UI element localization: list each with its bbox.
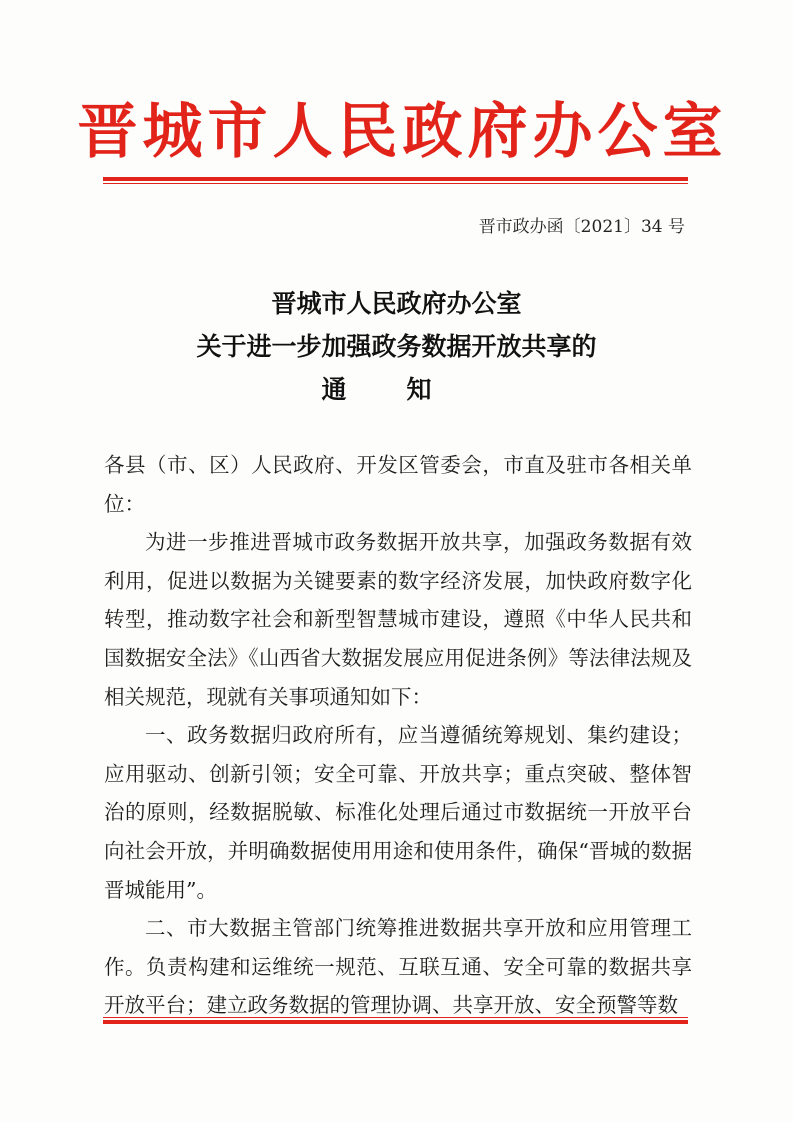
addressee: 各县（市、区）人民政府、开发区管委会，市直及驻市各相关单位： xyxy=(104,453,692,516)
header-red-rule xyxy=(103,177,688,184)
title-line-office: 晋城市人民政府办公室 xyxy=(271,289,522,318)
footer-red-rule-thick xyxy=(103,1020,688,1024)
document-body xyxy=(104,446,692,1025)
body-paragraph: 一、政务数据归政府所有，应当遵循统筹规划、集约建设；应用驱动、创新引领；安全可靠、开放共享；重点突破、整体智治的原则，经数据脱敏、标准化处理后通过市数据统一开放平台向社会开放，并明确数据使用用途和使用条件，确保“晋城的数据晋城能用”。 xyxy=(104,723,692,902)
header-red-rule-thick xyxy=(103,177,688,181)
document-number: 晋市政办函〔2021〕34 号 xyxy=(478,217,685,237)
body-paragraph: 二、市大数据主管部门统筹推进数据共享开放和应用管理工作。负责构建和运维统一规范、互联互通、安全可靠的数据共享开放平台；建立政务数据的管理协调、共享开放、安全预警等数 xyxy=(104,916,692,1018)
footer-red-rule-thin xyxy=(103,1017,688,1018)
title-line-notice: 通知 xyxy=(321,375,492,404)
title-line-subject: 关于进一步加强政务数据开放共享的 xyxy=(196,332,597,361)
body-paragraph: 为进一步推进晋城市政务数据开放共享，加强政务数据有效利用，促进以数据为关键要素的数字经济发展，加快政府数字化转型，推动数字社会和新型智慧城市建设，遵照《中华人民共和国数据安全法》《山西省大数据发展应用促进条例》等法律法规及相关规范，现就有关事项通知如下： xyxy=(104,530,692,709)
footer-red-rule xyxy=(103,1017,688,1024)
issuing-office-header: 晋城市人民政府办公室 xyxy=(77,97,728,167)
header-red-rule-thin xyxy=(103,183,688,184)
document-title xyxy=(0,282,793,411)
